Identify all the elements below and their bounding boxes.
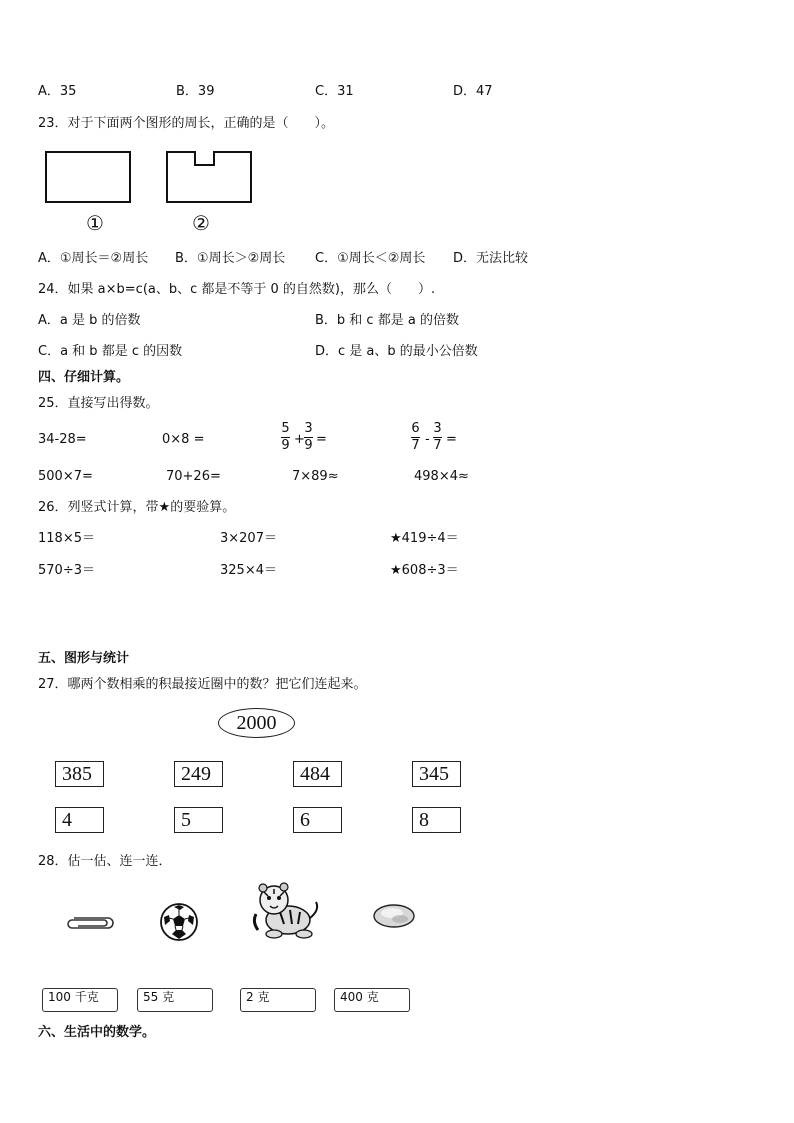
section-6-title: 六、生活中的数学。 [38,1025,156,1040]
number-box-484[interactable]: 484 [293,761,342,787]
q26-expr-2: 3×207＝ [220,531,277,546]
q22-option-c: C．31 [315,84,354,99]
numerator: 3 [433,421,442,436]
q22-option-a: A．35 [38,84,77,99]
tiger-icon [244,880,322,942]
q25-expr-6: 498×4≈ [414,469,469,484]
denominator: 7 [411,438,420,453]
q26-expr-3: ★419÷4＝ [390,531,459,546]
q25-expr-3: 500×7= [38,469,93,484]
denominator: 9 [281,438,290,453]
q26-expr-6: ★608÷3＝ [390,563,459,578]
q24-option-c: C．a 和 b 都是 c 的因数 [38,344,183,359]
q22-option-b: B．39 [176,84,215,99]
q23-option-d: D．无法比较 [453,251,529,266]
fraction-3-9 [304,422,313,453]
number-box-6[interactable]: 6 [293,807,342,833]
q24-option-b: B．b 和 c 都是 a 的倍数 [315,313,459,328]
number-box-4[interactable]: 4 [55,807,104,833]
paperclip-icon [66,912,116,932]
q26-expr-1: 118×5＝ [38,531,95,546]
weight-box-100kg[interactable]: 100 千克 [42,988,118,1012]
q26-expr-5: 325×4＝ [220,563,277,578]
fraction-3-7 [433,422,442,453]
q24-option-d: D．c 是 a、b 的最小公倍数 [315,344,478,359]
q24-option-a: A．a 是 b 的倍数 [38,313,141,328]
target-number: 2000 [236,712,277,734]
numerator: 6 [411,421,420,436]
denominator: 7 [433,438,442,453]
numerator: 5 [281,421,290,436]
q24-question: 24．如果 a×b=c(a、b、c 都是不等于 0 的自然数)，那么（ ）. [38,282,436,297]
numerator: 3 [304,421,313,436]
fraction-5-9 [281,422,290,453]
figure-1-label: ① [86,211,104,235]
number-box-8[interactable]: 8 [412,807,461,833]
egg-icon [372,901,418,931]
operator: - [425,432,430,447]
section-4-title: 四、仔细计算。 [38,370,130,385]
operator: + [294,432,305,447]
weight-box-400g[interactable]: 400 克 [334,988,410,1012]
number-box-345[interactable]: 345 [412,761,461,787]
q27-question: 27．哪两个数相乘的积最接近圈中的数？把它们连起来。 [38,677,367,692]
target-number-oval [218,708,295,738]
q25-expr-2: 0×8 = [162,432,205,447]
figure-2-label: ② [192,211,210,235]
q26-expr-4: 570÷3＝ [38,563,95,578]
q23-option-b: B．①周长＞②周长 [175,251,286,266]
figure-1-rectangle [46,152,130,202]
section-5-title: 五、图形与统计 [38,651,130,666]
number-box-5[interactable]: 5 [174,807,223,833]
weight-box-2g[interactable]: 2 克 [240,988,316,1012]
soccer-ball-icon [158,901,200,943]
number-box-385[interactable]: 385 [55,761,104,787]
figure-2-notched-shape [167,152,251,202]
q23-option-a: A．①周长＝②周长 [38,251,149,266]
denominator: 9 [304,438,313,453]
q25-expr-1: 34-28= [38,432,87,447]
q22-option-d: D．47 [453,84,493,99]
q23-question: 23．对于下面两个图形的周长，正确的是（ ）。 [38,116,335,131]
fraction-6-7 [411,422,420,453]
q26-question: 26．列竖式计算，带★的要验算。 [38,500,236,515]
number-box-249[interactable]: 249 [174,761,223,787]
equals-sign: = [316,432,327,447]
q25-question: 25．直接写出得数。 [38,396,159,411]
q25-expr-5: 7×89≈ [292,469,339,484]
weight-box-55g[interactable]: 55 克 [137,988,213,1012]
q28-question: 28．估一估、连一连． [38,854,172,869]
q23-figures [40,146,260,208]
q23-option-c: C．①周长＜②周长 [315,251,426,266]
equals-sign: = [446,432,457,447]
q25-expr-4: 70+26= [166,469,221,484]
